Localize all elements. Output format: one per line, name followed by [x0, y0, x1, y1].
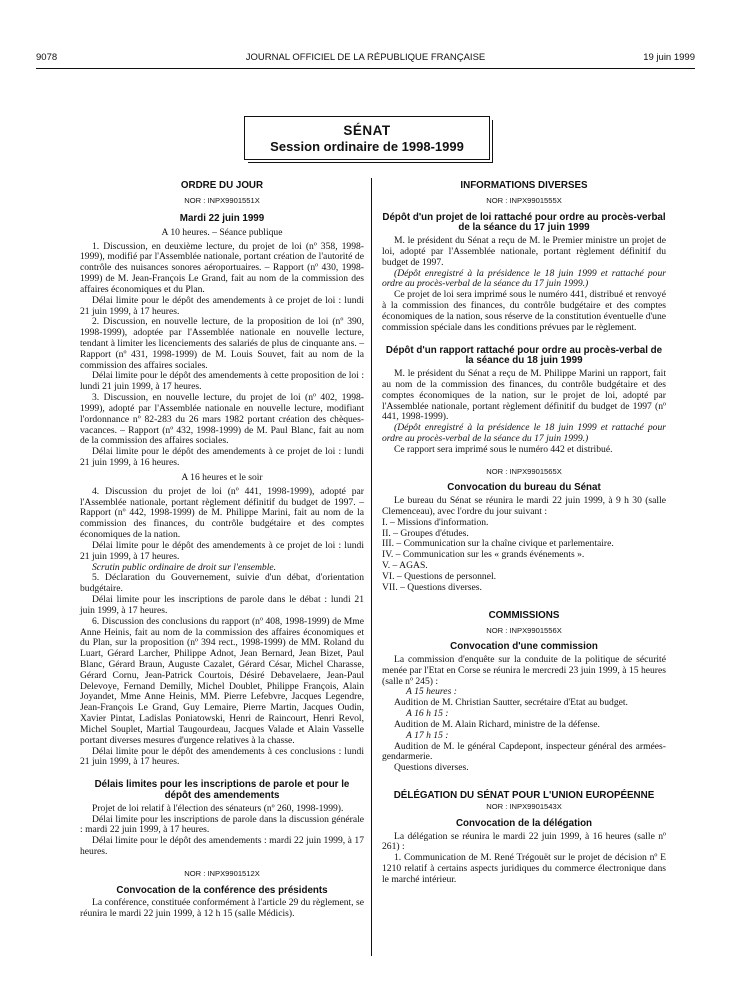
agenda-paragraph: Délai limite pour le dépôt des amendements à ce projet de loi : lundi 21 juin 1999, à 16 heures. [80, 446, 364, 469]
list-item: VII. – Questions diverses. [382, 581, 482, 593]
text-paragraph: M. le président du Sénat a reçu de M. Philippe Marini un rapport, fait au nom de la commission des finances, du contrôle budgétaire et des comptes économiques de la nation, sur le projet de loi, adopté par l'Assemblée nationale, portant règlement définitif du budget de 1997 (nº 441, 1998-1999). [382, 368, 666, 423]
subsection-heading: Convocation de la conférence des présidents [116, 884, 328, 896]
date-line: Mardi 22 juin 1999 [179, 212, 265, 224]
text-paragraph: Délai limite pour le dépôt des amendements : mardi 22 juin 1999, à 17 heures. [80, 835, 364, 858]
senat-banner [244, 116, 490, 160]
spacer [382, 594, 666, 606]
journal-title: JOURNAL OFFICIEL DE LA RÉPUBLIQUE FRANÇAISE [245, 52, 486, 63]
right-column [382, 176, 666, 886]
left-column [80, 176, 364, 920]
list-item: I. – Missions d'information. [382, 516, 489, 528]
list-item: IV. – Communication sur les « grands événements ». [382, 549, 585, 561]
spacer [382, 334, 666, 340]
bureau-agenda-list [382, 518, 666, 594]
agenda-paragraph: 6. Discussion des conclusions du rapport (nº 408, 1998-1999) de Mme Anne Heinis, fait au nom de la commission des affaires économiques et du Plan, sur la proposition (nº 394 rect., 1998-1999) de MM. Roland du Luart, Gérard Larcher, Philippe Adnot, Jean Bernard, Jean Bizet, Paul Blanc, Gérard Braun, Auguste Cazalet, Gérard César, Michel Charasse, Gérard Cornu, Jean-Patrick Courtois, Désiré Debavelaere, Jean-Paul Delevoye, Fernand Demilly, Michel Doublet, Philippe François, Alain Joyandet, Mme Anne Heinis, MM. Pierre Lefebvre, Jacques Legendre, Jean-François Le Grand, Guy Lemaire, Pierre Martin, Jacques Oudin, Xavier Pintat, Ladislas Poniatowski, Henri de Raincourt, Henri Revol, Michel Souplet, Martial Taugourdeau, Jacques Valade et Alain Vasselle portant diverses mesures d'urgence relatives à la chasse. [80, 615, 364, 746]
agenda-paragraph: Délai limite pour le dépôt des amendements à ces conclusions : lundi 21 juin 1999, à 17 heures. [80, 745, 364, 768]
text-paragraph: La commission d'enquête sur la conduite de la politique de sécurité menée par l'Etat en Corse se réunira le mercredi 23 juin 1999, à 15 heures (salle nº 245) : [382, 653, 666, 687]
text-paragraph: La conférence, constituée conformément à l'article 29 du règlement, se réunira le mardi 22 juin 1999, à 12 h 15 (salle Médicis). [80, 897, 364, 920]
subsection-heading: Délais limites pour les inscriptions de parole et pour le dépôt des amendements [94, 779, 350, 802]
section-heading: ORDRE DU JOUR [180, 180, 264, 191]
subsection-heading: Convocation de la délégation [455, 817, 593, 829]
section-heading: INFORMATIONS DIVERSES [460, 180, 588, 191]
agenda-paragraph: 5. Déclaration du Gouvernement, suivie d'un débat, d'orientation budgétaire. [80, 572, 364, 595]
time-slot: A 17 h 15 : [406, 729, 449, 741]
agenda-paragraph: Délai limite pour le dépôt des amendements à ce projet de loi : lundi 21 juin 1999, à 17 heures. [80, 539, 364, 562]
time-slot: A 16 h 15 : [406, 708, 449, 720]
list-item: II. – Groupes d'études. [382, 527, 469, 539]
text-paragraph: (Dépôt enregistré à la présidence le 18 juin 1999 et rattaché pour ordre au procès-verbal de la séance du 17 juin 1999.) [382, 267, 666, 290]
nor-reference: NOR : INPX9901555X [486, 196, 562, 206]
spacer [382, 456, 666, 468]
nor-reference: NOR : INPX9901565X [486, 466, 562, 476]
header-rule [36, 68, 695, 69]
text-paragraph: Ce rapport sera imprimé sous le numéro 442 et distribué. [394, 443, 613, 455]
column-divider [371, 178, 372, 956]
agenda-paragraph: Scrutin public ordinaire de droit sur l'ensemble. [92, 561, 277, 573]
text-paragraph: Audition de M. le général Capdepont, inspecteur général des armées-gendarmerie. [382, 740, 666, 763]
subsection-heading: Convocation d'une commission [450, 641, 598, 653]
list-item: VI. – Questions de personnel. [382, 570, 497, 582]
nor-reference: NOR : INPX9901512X [184, 868, 260, 878]
issue-date: 19 juin 1999 [643, 52, 695, 63]
list-item: V. – AGAS. [382, 560, 428, 572]
agenda-paragraph: 4. Discussion du projet de loi (nº 441, 1998-1999), adopté par l'Assemblée nationale, portant règlement définitif du budget de 1997. – Rapport (nº 442, 1998-1999) de M. Philippe Marini, fait au nom de la commission des finances, du contrôle budgétaire et des comptes économiques de la nation. [80, 485, 364, 541]
spacer [80, 768, 364, 774]
section-heading: COMMISSIONS [488, 609, 560, 621]
subsection-heading: Convocation du bureau du Sénat [447, 482, 601, 494]
seance-heading: A 16 heures et le soir [181, 471, 263, 483]
banner-title: SÉNAT [343, 123, 391, 138]
nor-reference: NOR : INPX9901556X [486, 625, 562, 635]
nor-reference: NOR : INPX9901551X [184, 196, 260, 206]
text-paragraph: M. le président du Sénat a reçu de M. le Premier ministre un projet de loi, adopté par l'Assemblée nationale, portant règlement définitif du budget de 1997. [382, 235, 666, 268]
agenda-paragraph: 2. Discussion, en nouvelle lecture, de la proposition de loi (nº 390, 1998-1999), adoptée par l'Assemblée nationale en nouvelle lecture, tendant à limiter les licenciements des salariés de plus de cinquante ans. – Rapport (nº 431, 1998-1999) de M. Louis Souvet, fait au nom de la commission des affaires sociales. [80, 316, 364, 371]
text-paragraph: Le bureau du Sénat se réunira le mardi 22 juin 1999, à 9 h 30 (salle Clemenceau), avec l'ordre du jour suivant : [382, 495, 666, 517]
page-number: 9078 [36, 52, 58, 63]
spacer [382, 774, 666, 786]
agenda-paragraph: Délai limite pour le dépôt des amendements à cette proposition de loi : lundi 21 juin 1999, à 17 heures. [80, 370, 364, 393]
text-paragraph: Ce projet de loi sera imprimé sous le numéro 441, distribué et renvoyé à la commission des finances, du contrôle budgétaire et des comptes économiques de la nation, sous réserve de la constitution éventuelle d'une commission spéciale dans les conditions prévues par le règlement. [382, 289, 666, 333]
text-paragraph: Délai limite pour les inscriptions de parole dans la discussion générale : mardi 22 juin 1999, à 17 heures. [80, 813, 364, 836]
agenda-paragraph: Délai limite pour le dépôt des amendements à ce projet de loi : lundi 21 juin 1999, à 17 heures. [80, 294, 364, 317]
text-paragraph: La délégation se réunira le mardi 22 juin 1999, à 16 heures (salle nº 261) : [382, 830, 666, 853]
time-slot: A 15 heures : [406, 686, 457, 698]
subsection-heading: Dépôt d'un projet de loi rattaché pour ordre au procès-verbal de la séance du 17 juin 1999 [382, 211, 666, 234]
list-item: III. – Communication sur la chaîne civique et parlementaire. [382, 538, 614, 550]
banner-subtitle: Session ordinaire de 1998-1999 [270, 139, 464, 154]
text-paragraph: (Dépôt enregistré à la présidence le 18 juin 1999 et rattaché pour ordre au procès-verbal de la séance du 17 juin 1999.) [382, 422, 666, 445]
agenda-paragraph: 3. Discussion, en nouvelle lecture, du projet de loi (nº 402, 1998-1999), adopté par l'Assemblée nationale en nouvelle lecture, modifiant l'ordonnance nº 82-283 du 26 mars 1982 portant création des chèques-vacances. – Rapport (nº 432, 1998-1999) de M. Paul Blanc, fait au nom de la commission des affaires sociales. [80, 392, 364, 447]
nor-reference: NOR : INPX9901543X [486, 802, 562, 812]
seance-heading: A 10 heures. – Séance publique [161, 226, 283, 238]
text-paragraph: Audition de M. Alain Richard, ministre de la défense. [394, 718, 600, 730]
text-paragraph: Audition de M. Christian Sautter, secrétaire d'Etat au budget. [394, 697, 628, 709]
subsection-heading: Dépôt d'un rapport rattaché pour ordre au procès-verbal de la séance du 18 juin 1999 [385, 344, 663, 367]
agenda-paragraph: Délai limite pour les inscriptions de parole dans le débat : lundi 21 juin 1999, à 17 heures. [80, 594, 364, 616]
text-paragraph: Questions diverses. [394, 762, 469, 774]
text-paragraph: 1. Communication de M. René Trégouët sur le projet de décision nº E 1210 relatif à certains aspects juridiques du commerce électronique dans le marché intérieur. [382, 852, 666, 885]
agenda-paragraph: 1. Discussion, en deuxième lecture, du projet de loi (nº 358, 1998-1999), modifié par l'Assemblée nationale, portant création de l'autorité de contrôle des nuisances sonores aéroportuaires. – Rapport (nº 430, 1998-1999) de M. Jean-François Le Grand, fait au nom de la commission des affaires économiques et du Plan. [80, 240, 364, 295]
text-paragraph: Projet de loi relatif à l'élection des sénateurs (nº 260, 1998-1999). [92, 802, 344, 814]
section-heading: DÉLÉGATION DU SÉNAT POUR L'UNION EUROPÉENNE [393, 790, 655, 802]
page-header [36, 52, 695, 66]
